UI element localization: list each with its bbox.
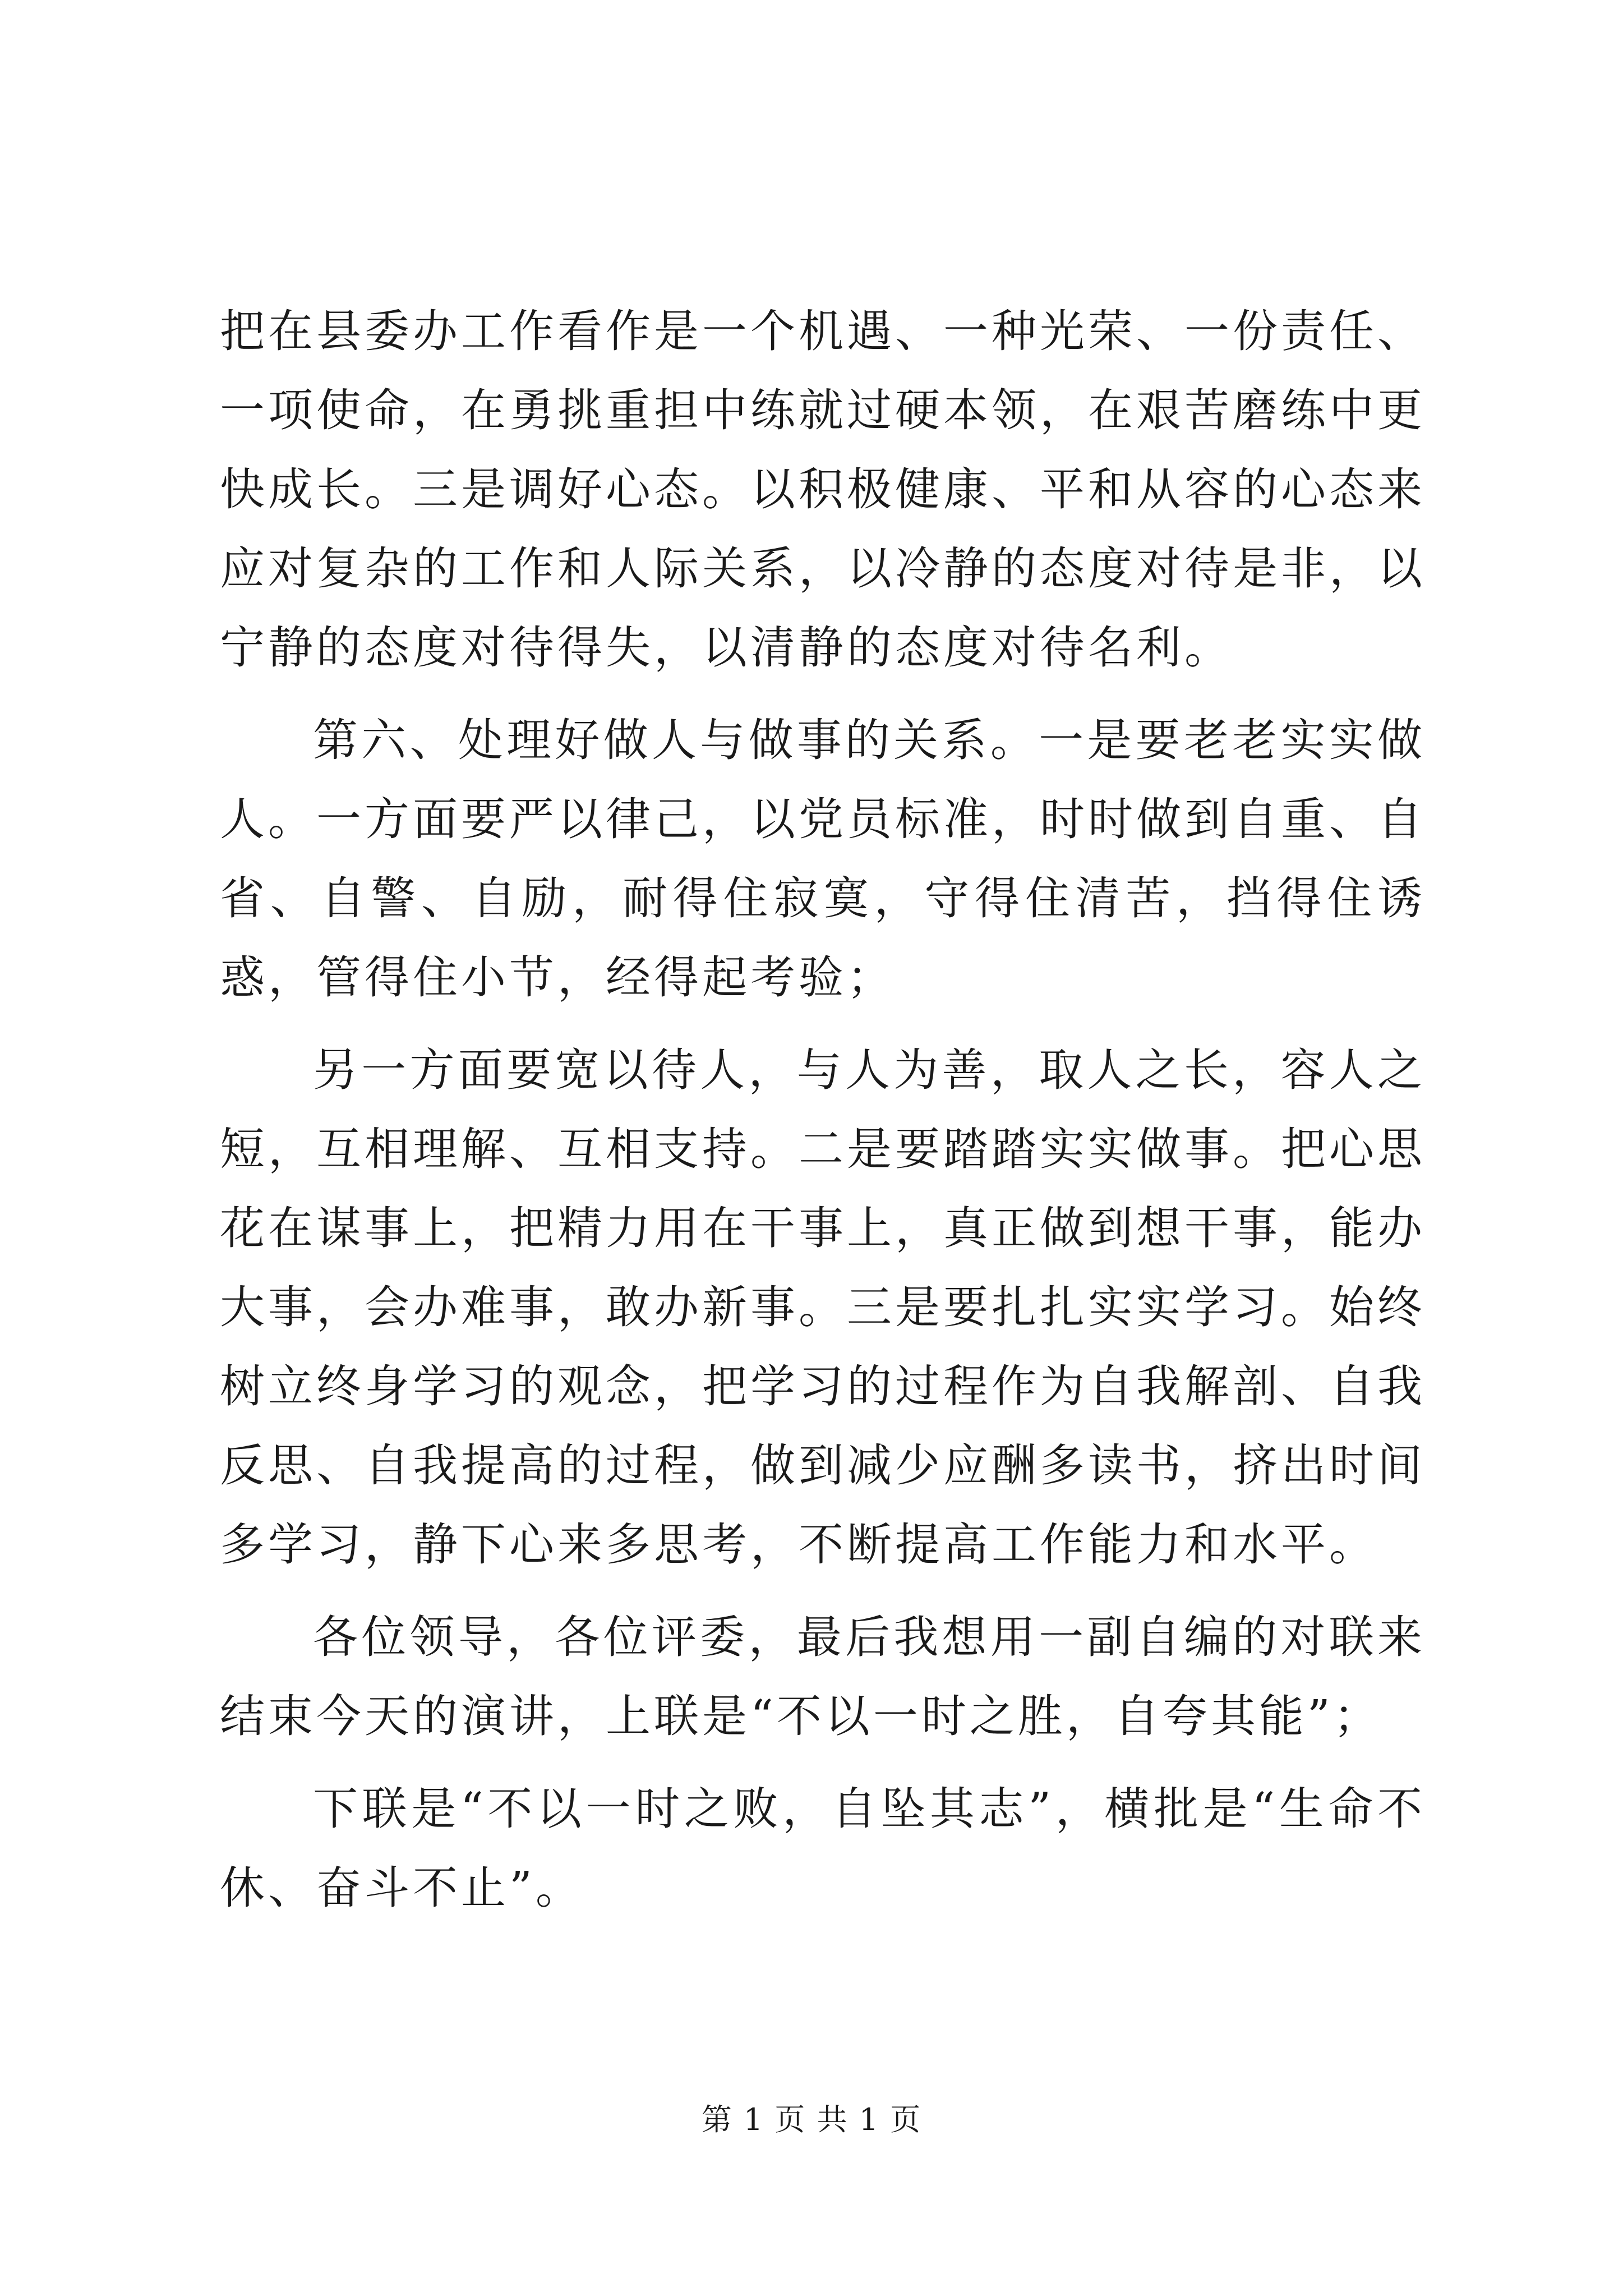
document-body [220, 292, 1426, 1941]
page-number-footer: 第 1 页 共 1 页 [701, 2102, 922, 2137]
paragraph-3: 另一方面要宽以待人，与人为善，取人之长，容人之短，互相理解、互相支持。二是要踏踏实实做事。把心思花在谋事上，把精力用在干事上，真正做到想干事，能办大事，会办难事，敢办新事。三是要扎扎实实学习。始终树立终身学习的观念，把学习的过程作为自我解剖、自我反思、自我提高的过程，做到减少应酬多读书，挤出时间多学习，静下心来多思考，不断提高工作能力和水平。 [220, 1044, 1426, 1571]
paragraph-1: 把在县委办工作看作是一个机遇、一种光荣、一份责任、一项使命，在勇挑重担中练就过硬本领，在艰苦磨练中更快成长。三是调好心态。以积极健康、平和从容的心态来应对复杂的工作和人际关系，以冷静的态度对待是非，以宁静的态度对待得失，以清静的态度对待名利。 [220, 305, 1426, 674]
paragraph-5: 下联是“不以一时之败，自坠其志”，横批是“生命不休、奋斗不止”。 [220, 1783, 1426, 1914]
paragraph-4: 各位领导，各位评委，最后我想用一副自编的对联来结束今天的演讲，上联是“不以一时之胜，自夸其能”； [220, 1611, 1426, 1742]
paragraph-2: 第六、处理好做人与做事的关系。一是要老老实实做人。一方面要严以律己，以党员标准，时时做到自重、自省、自警、自励，耐得住寂寞，守得住清苦，挡得住诱惑，管得住小节，经得起考验； [220, 714, 1426, 1004]
